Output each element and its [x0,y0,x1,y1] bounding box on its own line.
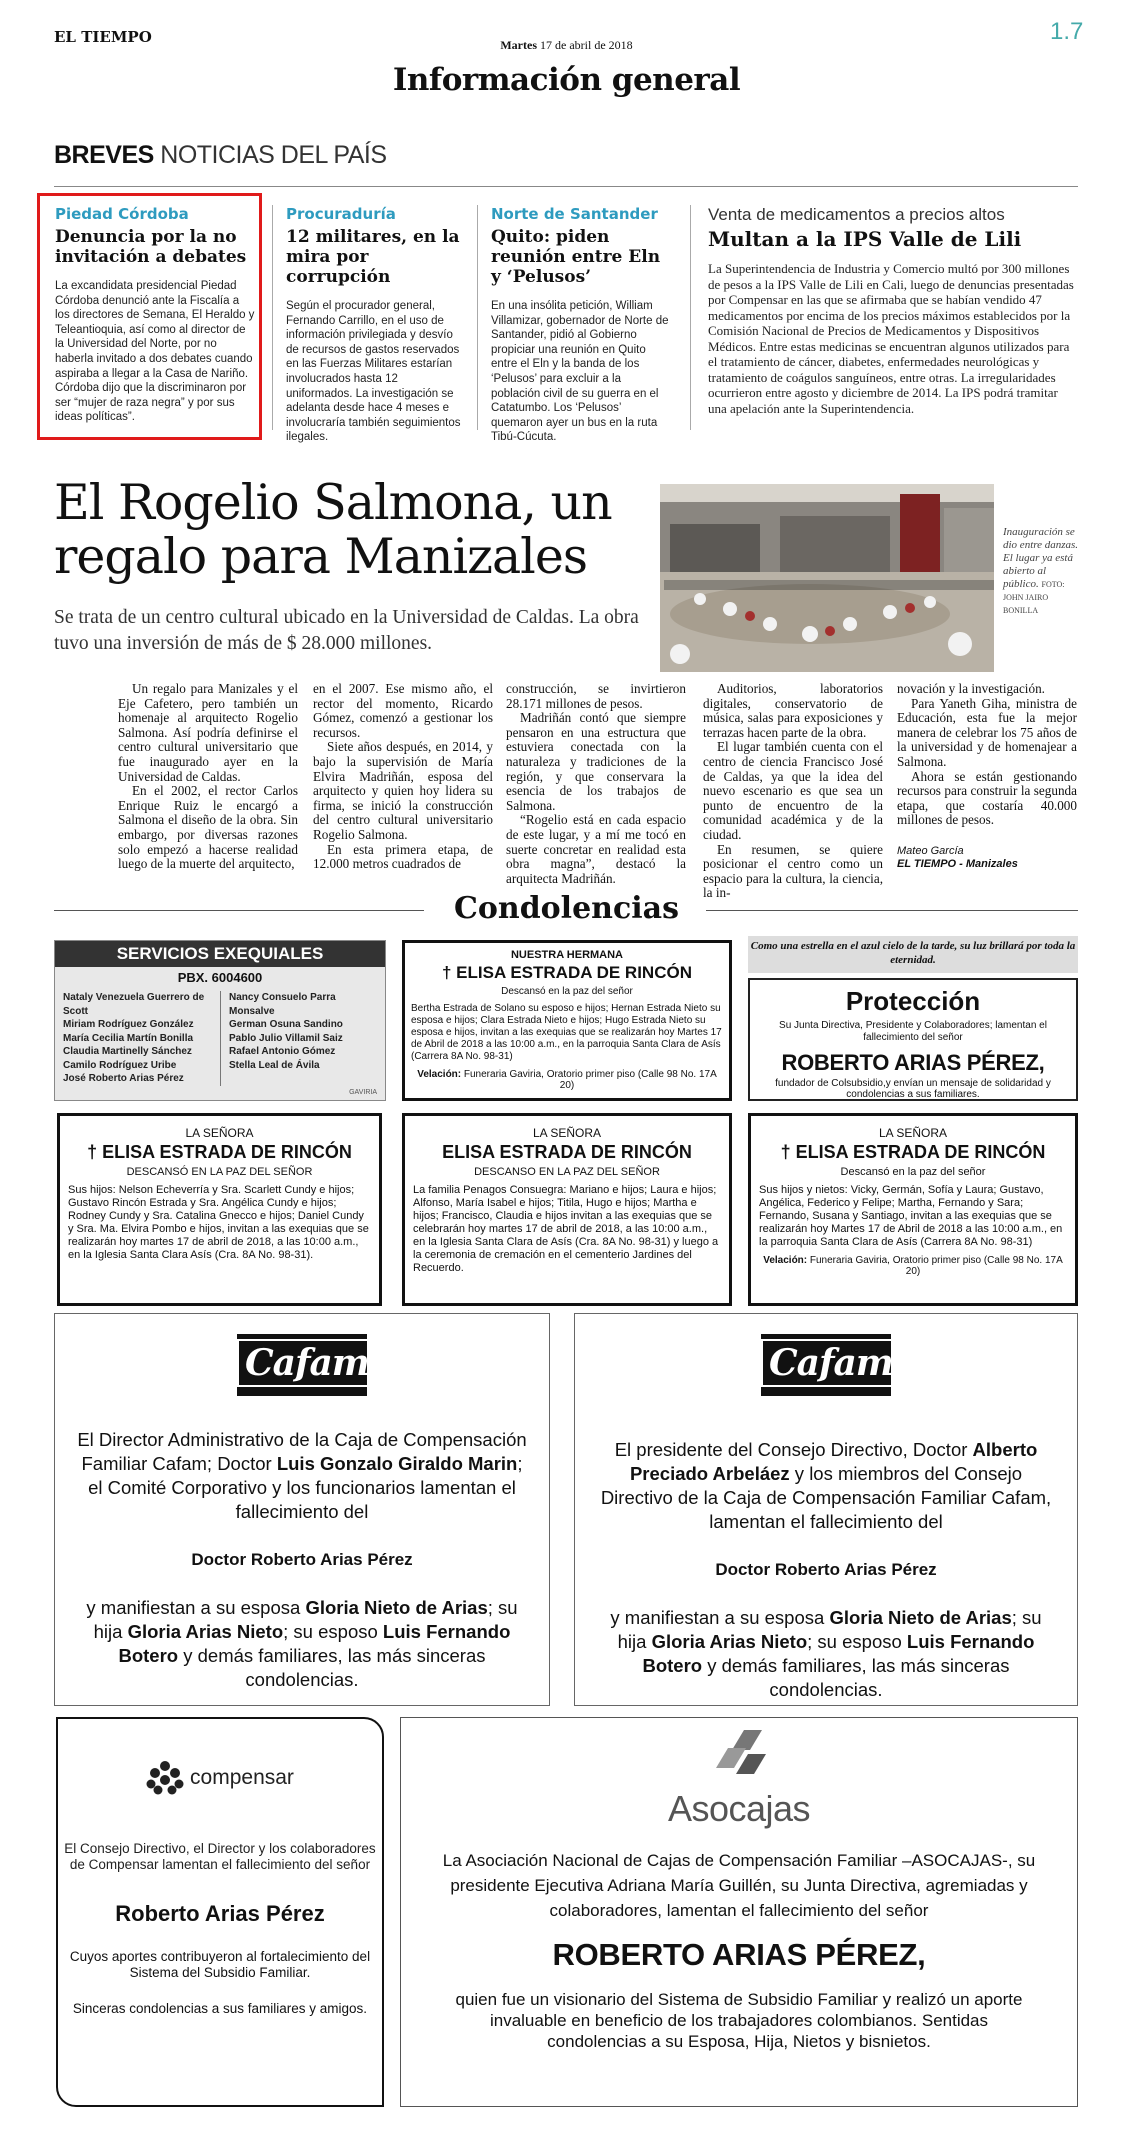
relative-name: Luis Fernando Botero [642,1631,1035,1676]
deceased-name: Doctor Roberto Arias Pérez [191,1550,413,1569]
obituary-hermana [402,940,732,1101]
date-day: Martes [500,38,537,52]
text-run: ; el Comité Corporativo y los funcionarios lamentan el fallecimiento del [88,1453,523,1522]
cafam-condolence [79,1596,525,1692]
paragraph: en el 2007. Ese mismo año, el rector del momento, Ricardo Gómez, comenzó a gestionar los recursos. [313,681,493,740]
article-column [703,682,883,901]
paragraph: En esta primera etapa, de 12.000 metros cuadrados de [313,841,493,872]
text-run: y demás familiares, las más sinceras condolencias. [702,1655,1010,1700]
obituary-senora [57,1113,382,1306]
names-left [63,991,220,1086]
obituary-rest: Descansó en la paz del señor [501,986,633,997]
brief-body: Según el procurador general, Fernando Carrillo, en el uso de información privilegiada y desvío de recursos de gastos reservados en las Fuerzas Militares estarían involucrados hasta 12 uniformados. La investigación se adelanta desde hace 4 meses e involucraría también seguimientos ilegales. [286,300,461,444]
condolencias-title: Condolencias [454,891,679,926]
obituary-rest: Descansó en la paz del señor [840,1166,986,1178]
relative-name: Gloria Arias Nieto [651,1631,808,1652]
obituary-name: † ELISA ESTRADA DE RINCÓN [780,1142,1046,1162]
relative-name: Gloria Arias Nieto [127,1621,284,1642]
article-column [506,682,686,886]
brief-headline: 12 militares, en la mira por corrupción [286,227,460,287]
relative-name: Gloria Nieto de Arias [829,1607,1012,1628]
cafam-logo [761,1334,891,1396]
person-name: Miriam Rodríguez González [63,1019,194,1030]
paragraph: En el 2002, el rector Carlos Enrique Ruiz le encargó a Salmona el diseño de la obra. Sin embargo, por diversas razones solo empezó a hacerse realidad luego de la muerte del arquitecto, [118,783,298,872]
breves-bold: BREVES [54,141,154,169]
cultural-center-photo [660,484,994,672]
paragraph: Siete años después, en 2014, y bajo la supervisión de María Elvira Madriñán, esposa del arquitecto y quien hoy lidera su firma, se inició la construcción del centro cultural universitario Rogelio Salmona. [313,739,493,842]
proteccion-outro: fundador de Colsubsidio,y envían un mensaje de solidaridad y condolencias a sus familiares. [775,1078,1051,1100]
compensar-logo-icon [146,1761,184,1795]
cafam-text [75,1428,529,1524]
obituary-top: LA SEÑORA [878,1126,948,1140]
paragraph: Ahora se están gestionando recursos para construir la segunda etapa, que costaría 40.000 millones de pesos. [897,768,1077,828]
proteccion-quote: Como una estrella en el azul cielo de la tarde, su luz brillará por toda la eternidad. [748,936,1078,973]
asocajas-logo-text: Asocajas [667,1788,811,1829]
paragraph: “Rogelio está en cada espacio de este lugar, y a mí me tocó en suerte concretar en realidad esta obra magna”, destacó la arquitecta Madriñán. [506,812,686,886]
asocajas-notice [400,1717,1078,2107]
person-name: Camilo Rodríguez Uribe [63,1059,177,1071]
deceased-name: ROBERTO ARIAS PÉREZ, [781,1050,1045,1075]
cafam-notice [54,1313,550,1706]
article-column [118,682,298,872]
author-name: Mateo García [897,845,964,857]
paragraph: Madriñán contó que siempre pensaron en una estructura que estuviera conectada con la naturaleza y tradiciones de la región, y que conservara la esencia de los trabajos de Salmona. [506,710,686,813]
compensar-sinceras: Sinceras condolencias a sus familiares y amigos. [72,2001,368,2016]
asocajas-intro: La Asociación Nacional de Cajas de Compensación Familiar –ASOCAJAS-, su presidente Ejecutiva Adriana María Guillén, su Junta Directiva, agremiadas y colaboradores, lamentan el fallecimiento del señor [442,1851,1036,1920]
brief-headline: Multan a la IPS Valle de Lili [708,227,1022,251]
photo-caption [1003,526,1083,617]
text-run: ; su hija [617,1607,1042,1652]
text-run: y manifiestan a su esposa [86,1597,306,1618]
cafam-logo-text: Cafam [237,1339,377,1387]
breves-header [54,141,387,170]
compensar-notice [56,1717,384,2107]
velacion [759,1255,1067,1277]
column-divider [477,205,478,430]
brief-body: En una insólita petición, William Villamizar, gobernador de Norte de Santander, pidió al Gobierno propiciar una reunión en Quito entre el Eln y la banda de los ‘Pelusos’ para excluir a la población civil de su guerra en el Catatumbo. Los ‘Pelusos’ quemaron ayer un bus en la ruta Tibú-Cúcuta. [491,300,669,444]
section-title: Información general [392,62,741,98]
paragraph: Para Yaneth Giha, ministra de Educación, esta fue la mejor manera de celebrar los 75 años de la universidad y de homenajear a Salmona. [897,695,1077,769]
velacion-text: Funeraria Gaviria, Oratorio primer piso (Calle 98 No. 17A 20) [463,1069,717,1091]
obituary-top: LA SEÑORA [185,1126,254,1140]
brief-kicker: Procuraduría [286,205,396,223]
proteccion-intro: Su Junta Directiva, Presidente y Colaboradores; lamentan el fallecimiento del señor [779,1020,1047,1043]
obituary-name: † ELISA ESTRADA DE RINCÓN [442,963,692,982]
velacion [411,1069,723,1091]
paragraph: En resumen, se quiere posicionar el centro como un espacio para la cultura, la ciencia, la in- [703,841,883,901]
brief-body: La excandidata presidencial Piedad Córdoba denunció ante la Fiscalía a los directores de Semana, El Heraldo y Teleantioquia, así como al director de la Universidad del Norte, por no haberla invitado a dos debates cuando aspiraba a llegar a la Casa de Nariño. Córdoba dijo que la discriminaron por ser “mujer de raza negra” y por sus ideas políticas”. [55,280,255,424]
asocajas-outro: quien fue un visionario del Sistema de Subsidio Familiar y realizó un aporte invaluable en beneficio de los trabajadores colombianos. Sentidas condolencias a su Esposa, Hija, Nietos y bisnietos. [455,1990,1023,2051]
person-name: José Roberto Arias Pérez [63,1073,184,1084]
proteccion-notice [748,936,1078,1101]
person-name: German Osuna Sandino [229,1019,343,1030]
asocajas-logo-icon [704,1728,774,1783]
person-name: Nancy Consuelo Parra Monsalve [229,992,336,1017]
obituary-text: La familia Penagos Consuegra: Mariano e hijos; Laura e hijos; Alfonso, María Isabel e hijos; Titila, Hugo e hijos; Martha e hijos; Francisco, Claudia e hijos invitan a las exequias que se celebrarán hoy martes 17 de abril de 2018, a las 10:00 a.m., en la Iglesia Santa Clara de Asís (Cra. 8A No. 98-31) y luego a la ceremonia de cremación en el cementerio Jardines del Recuerdo. [413,1184,719,1274]
person-name: Claudia Martinelly Sánchez [63,1046,192,1057]
brief-headline: Quito: piden reunión entre Eln y ‘Pelusos’ [491,227,661,287]
text-run: ; su esposo [807,1631,907,1652]
director-name: Luis Gonzalo Giraldo Marin [276,1453,518,1474]
article-signature [897,845,1018,871]
brief-kicker: Norte de Santander [491,205,658,223]
deceased-name: ROBERTO ARIAS PÉREZ, [552,1937,926,1972]
brief-kicker: Piedad Córdoba [55,205,189,223]
obituary-senora [402,1113,732,1306]
compensar-logo [58,1761,382,1795]
date-rest: 17 de abril de 2018 [540,38,633,52]
paragraph: novación y la investigación. [897,681,1045,696]
gaviria-logo: GAVIRIA [349,1089,377,1096]
article-column [897,682,1077,828]
photo-credit: FOTO: JOHN JAIRO BONILLA [1003,580,1065,615]
servicios-names [63,991,377,1086]
names-right [220,991,377,1086]
paragraph: Un regalo para Manizales y el Eje Cafetero, pero también un homenaje al arquitecto Rogelio Salmona. Así podría definirse el centro cultural universitario que fue inaugurado ayer en la Universidad de Caldas. [118,681,298,784]
cafam-notice [574,1313,1078,1706]
feature-headline: El Rogelio Salmona, un regalo para Manizales [54,474,612,585]
cafam-text [595,1438,1057,1534]
obituary-top: NUESTRA HERMANA [510,949,624,961]
brief-body: La Superintendencia de Industria y Comercio multó por 300 millones de pesos a la IPS Valle de Lili en Cali, luego de denuncias presentadas por Compensar en las que se afirmaba que se habían vendido 47 medicamentos por encima de los precios máximos establecidos por la Comisión Nacional de Precios de Medicamentos y Dispositivos Médicos. Entre estas medicinas se encuentran algunos utilizados para el tratamiento de cáncer, diabetes, enfermedades neurológicas y tratamiento de coágulos sanguíneos, entre otras. La irregularidades ocurrieron entre agosto y diciembre de 2014. La IPS podrá tramitar una apelación ante la Superintendencia. [708,261,1074,416]
text-run: y los miembros del Consejo Directivo de la Caja de Compensación Familiar Cafam, lamentan el fallecimiento del [600,1463,1052,1532]
highlight-box [37,193,262,440]
person-name: Nataly Venezuela Guerrero de Scott [63,992,205,1017]
brief-kicker: Venta de medicamentos a precios altos [708,205,1005,224]
page-number: 1.7 [1050,18,1084,45]
person-name: Rafael Antonio Gómez [229,1046,336,1057]
obituary-text: Sus hijos: Nelson Echeverría y Sra. Scarlett Cundy e hijos; Gustavo Rincón Estrada y Sra. Angélica Cundy e hijos; Rodney Cundy y Sra. Catalina Gnecco e hijos; Daniel Cundy y Sra. Ma. Elvira Pombo e hijos, invitan a las exequias que se realizarán hoy martes 17 de abril de 2018, a las 10:00 a.m., en la Iglesia Santa Clara Asís (Cra. 8A No. 98-31). [68,1184,369,1261]
compensar-logo-text: compensar [190,1766,294,1789]
cafam-condolence [599,1606,1053,1702]
obituary-rest: DESCANSO EN LA PAZ DEL SEÑOR [474,1166,660,1178]
obituary-rest: DESCANSÓ EN LA PAZ DEL SEÑOR [126,1166,313,1178]
obituary-top: LA SEÑORA [532,1126,602,1140]
text-run: El presidente del Consejo Directivo, Doctor [614,1439,973,1460]
president-name: Alberto Preciado Arbeláez [629,1439,1038,1484]
brief-headline: Denuncia por la no invitación a debates [55,227,247,267]
newspaper-name: EL TIEMPO [54,28,152,46]
obituary-name: ELISA ESTRADA DE RINCÓN [442,1142,692,1162]
brief-article[interactable] [286,205,464,445]
feature-photo[interactable] [660,484,994,672]
brief-article[interactable] [708,205,1078,416]
breves-rest: NOTICIAS DEL PAÍS [160,141,387,169]
person-name: Pablo Julio Villamil Saiz [229,1032,343,1044]
servicios-phone: PBX. 6004600 [177,970,263,985]
velacion-label: Velación: [417,1069,462,1080]
text-run: ; su hija [93,1597,518,1642]
column-divider [690,205,691,430]
author-outlet: EL TIEMPO - Manizales [897,858,1018,870]
text-run: El Director Administrativo de la Caja de Compensación Familiar Cafam; Doctor [77,1429,527,1474]
deceased-name: Doctor Roberto Arias Pérez [715,1560,937,1579]
deceased-name: Roberto Arias Pérez [115,1901,325,1926]
feature-subtitle: Se trata de un centro cultural ubicado en la Universidad de Caldas. La obra tuvo una inversión de más de $ 28.000 millones. [54,607,639,654]
cafam-logo [237,1334,367,1396]
issue-date [0,38,1133,53]
proteccion-logo: Protección [845,986,981,1016]
condolencias-rule [706,910,1078,911]
article-column [313,682,493,872]
paragraph: construcción, se invirtieron 28.171 millones de pesos. [506,681,686,711]
obituary-text: Sus hijos y nietos: Vicky, Germán, Sofía y Laura; Gustavo, Angélica, Federico y Felipe; Martha, Fernando y Sara; Fernando, Susana y Santiago, invitan a las exequias que se realizarán hoy Martes 17 de Abril de 2018 a las 10:00 a.m., en la parroquia Santa Clara de Asís (Carrera 8A No. 98-31) [759,1184,1063,1248]
cafam-logo-text: Cafam [761,1339,901,1387]
text-run: y manifiestan a su esposa [610,1607,830,1628]
column-divider [272,205,273,430]
servicios-exequiales-ad [54,940,386,1101]
compensar-aportes: Cuyos aportes contribuyeron al fortalecimiento del Sistema del Subsidio Familiar. [69,1949,371,1980]
velacion-text: Funeraria Gaviria, Oratorio primer piso (Calle 98 No. 17A 20) [809,1255,1063,1277]
paragraph: Auditorios, laboratorios digitales, conservatorio de música, salas para exposiciones y terrazas hacen parte de la obra. [703,681,883,740]
relative-name: Luis Fernando Botero [118,1621,511,1666]
velacion-label: Velación: [763,1255,808,1266]
obituary-name: † ELISA ESTRADA DE RINCÓN [87,1142,352,1162]
proteccion-box [748,978,1078,1101]
text-run: y demás familiares, las más sinceras condolencias. [178,1645,486,1690]
brief-article[interactable] [491,205,669,445]
obituary-senora [748,1113,1078,1306]
compensar-intro: El Consejo Directivo, el Director y los colaboradores de Compensar lamentan el fallecimiento del señor [64,1841,376,1872]
caption-text: Inauguración se dio entre danzas. El lugar ya está abierto al público. [1003,526,1079,590]
obituary-text: Bertha Estrada de Solano su esposo e hijos; Hernan Estrada Nieto su esposa e hijos; Clara Estrada Nieto e hijos; Hugo Estrada Nieto su esposa e hijos, invitan a las exequias que se realizarán hoy Martes 17 de Abril de 2018 a las 10:00 a.m., en la parroquia Santa Clara de Asís (Carrera 8A No. 98-31) [411,1003,722,1062]
servicios-title: SERVICIOS EXEQUIALES [55,941,385,967]
paragraph: El lugar también cuenta con el centro de ciencia Francisco José de Caldas, ya que la idea del nuevo escenario es que sea un punto de encuentro de la comunidad académica y de la ciudad. [703,739,883,842]
relative-name: Gloria Nieto de Arias [305,1597,488,1618]
person-name: Stella Leal de Ávila [229,1059,320,1071]
breves-divider [54,186,1078,187]
text-run: ; su esposo [283,1621,383,1642]
person-name: María Cecilia Martín Bonilla [63,1032,194,1044]
